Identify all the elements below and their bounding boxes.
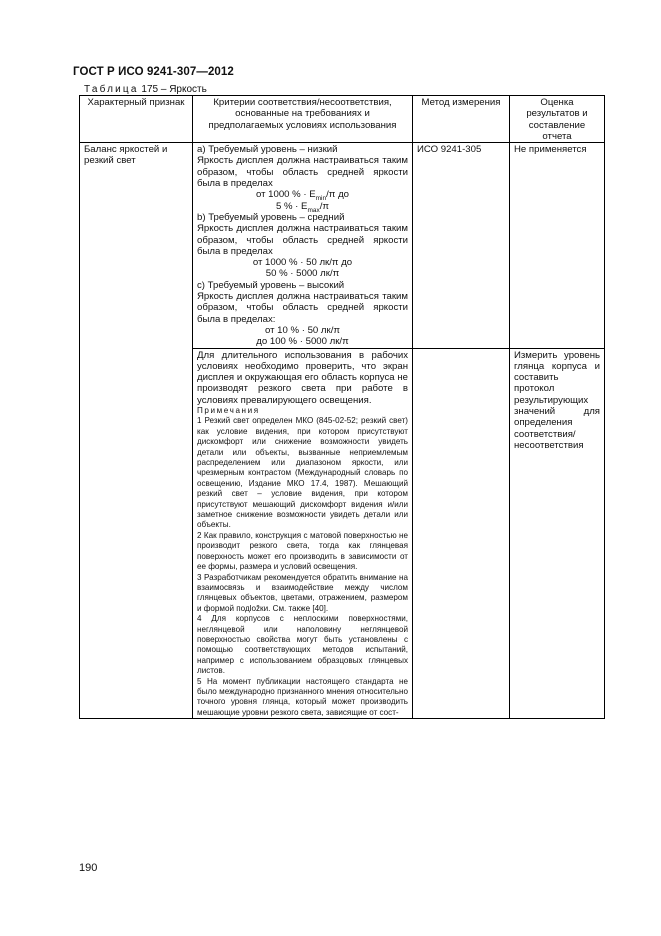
caption-title: 175 – Яркость: [141, 84, 207, 95]
document-header: ГОСТ Р ИСО 9241-307—2012: [73, 66, 234, 78]
level-a-text: Яркость дисплея должна настраиваться таким образом, чтобы область средней яркости была в пределах: [197, 155, 408, 190]
brightness-table: [79, 95, 605, 719]
note-2: 2 Как правило, конструкция с матовой поверхностью не производит резкого света, тогда как глянцевая поверхность может его производить в зависимости от ее формы, размера и условий освещения.: [197, 530, 408, 572]
note-1: 1 Резкий свет определен МКО (845-02-52; резкий свет) как условие видения, при котором присутствуют дискомфорт или снижение возможности увидеть детали или объекты, вызванные неприемлемым распределением или диапазоном яркости, или чрезмерным контрастом (Международный словарь по освещению, Издание МКО 17.4, 1987). Мешающий резкий свет – условие видения, при котором присутствуют мешающий дискомфорт видения и/или заметное снижение возможности увидеть детали или объекты.: [197, 416, 408, 530]
level-c-formula-1: от 10 % · 50 лк/π: [265, 324, 340, 336]
level-c-formula-2: до 100 % · 5000 лк/π: [256, 336, 349, 348]
column-header-criteria: Критерии соответствия/несоответствия, основанные на требованиях и предполагаемых условиях использования: [193, 96, 413, 143]
level-c-heading: c) Требуемый уровень – высокий: [197, 279, 345, 291]
column-header-method: Метод измерения: [413, 96, 510, 143]
notes-heading: Примечания: [197, 406, 260, 416]
glare-evaluation-cell: Измерить уровень глянца корпуса и составить протокол результирующих значений для определения соответствия/несоответствия: [510, 348, 605, 719]
table-header-row: [80, 96, 605, 143]
glare-criteria-cell: [193, 348, 413, 719]
level-a-heading: a) Требуемый уровень – низкий: [197, 144, 338, 156]
column-header-feature: Характерный признак: [80, 96, 193, 143]
method-cell: ИСО 9241-305: [413, 143, 510, 348]
column-header-evaluation: Оценка результатов и составление отчета: [510, 96, 605, 143]
level-b-formula-1: от 1000 % · 50 лк/π до: [252, 257, 353, 269]
level-a-formula-1: от 1000 % · $E_{min}/\pi$ до: [255, 189, 350, 203]
caption-prefix: Таблица: [84, 84, 139, 95]
page-number: 190: [79, 862, 98, 874]
level-c-text: Яркость дисплея должна настраиваться таким образом, чтобы область средней яркости была в пределах:: [197, 291, 408, 325]
feature-cell: Баланс яркостей и резкий свет: [80, 143, 193, 719]
level-b-heading: b) Требуемый уровень – средний: [197, 211, 345, 223]
table-row: [80, 143, 605, 348]
level-b-formula-2: 50 % · 5000 лк/π: [265, 268, 340, 280]
note-3: 3 Разработчикам рекомендуется обратить внимание на взаимосвязь и взаимодействие между числом глянцевых объектов, цветами, отражением, размером и формой подložки. См. также [40].: [197, 572, 408, 613]
level-b-text: Яркость дисплея должна настраиваться таким образом, чтобы область средней яркости была в пределах: [197, 223, 408, 257]
criteria-cell: [193, 143, 413, 348]
table-caption: [84, 84, 207, 95]
note-4: 4 Для корпусов с неплоскими поверхностями, неглянцевой или наполовину неглянцевой поверхностью свойства могут быть установлены с помощью соответствующих методов испытаний, например с использованием образцовых глянцевых листов.: [197, 614, 408, 676]
level-a-formula-2: 5 % · $E_{max}/\pi$: [275, 200, 330, 214]
evaluation-cell: Не применяется: [510, 143, 605, 348]
glare-main-text: Для длительного использования в рабочих условиях необходимо проверить, что экран дисплея и окружающая его область корпуса не производят резкого света при работе в условиях превалирующего освещения.: [197, 349, 408, 406]
method-cell-empty: [413, 348, 510, 719]
note-5: 5 На момент публикации настоящего стандарта не было международно признанного мнения относительно точного уровня глянца, который может производить мешающие уровни резкого света, зависящие от сост-: [197, 676, 408, 717]
